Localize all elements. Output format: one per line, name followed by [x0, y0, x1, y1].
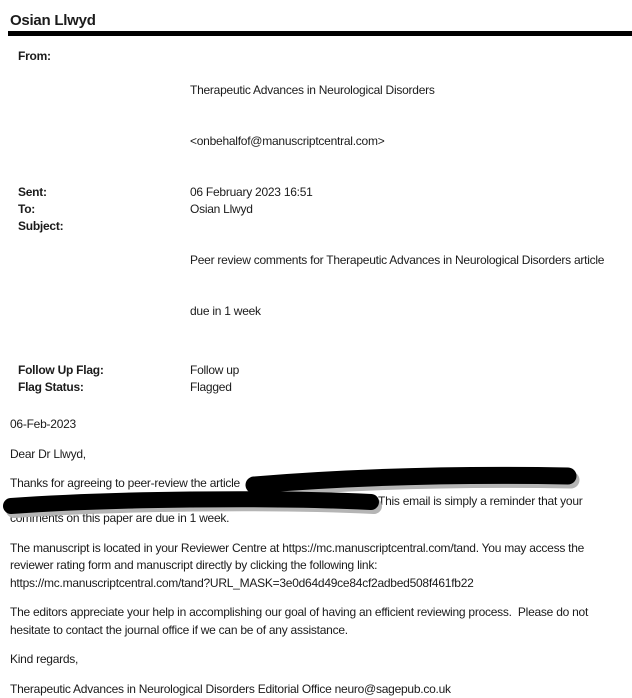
reminder-line2: This email is simply a reminder that your: [10, 493, 632, 511]
sent-value: 06 February 2023 16:51: [190, 184, 313, 201]
manuscript-paragraph: [10, 540, 632, 593]
field-row-flag-status: [0, 379, 632, 396]
followup-flag-value: Follow up: [190, 362, 239, 379]
field-row-followup-flag: [0, 362, 632, 379]
reminder-line1: Thanks for agreeing to peer-review the article: [10, 475, 632, 493]
subject-label: Subject:: [0, 218, 190, 354]
manuscript-link[interactable]: https://mc.manuscriptcentral.com/tand?URL_MASK=3e0d64d49ce84cf2adbed508f461fb22: [10, 575, 632, 593]
header-divider: [8, 31, 632, 36]
flag-fields: [0, 362, 632, 396]
reminder-line3: comments on this paper are due in 1 week.: [10, 510, 632, 528]
sent-label: Sent:: [0, 184, 190, 201]
manuscript-line2: reviewer rating form and manuscript directly by clicking the following link:: [10, 557, 632, 575]
field-row-from: [0, 48, 632, 184]
recipient-name-header: Osian Llwyd: [0, 0, 632, 29]
from-label: From:: [0, 48, 190, 184]
field-row-sent: [0, 184, 632, 201]
salutation-line: Dear Dr Llwyd,: [10, 446, 632, 464]
flag-status-value: Flagged: [190, 379, 232, 396]
reminder-paragraph: [10, 475, 632, 528]
message-body: [0, 416, 632, 698]
to-value: Osian Llwyd: [190, 201, 253, 218]
message-header-fields: [0, 48, 632, 396]
date-line: 06-Feb-2023: [10, 416, 632, 434]
field-row-subject: [0, 218, 632, 354]
manuscript-line1: The manuscript is located in your Reviewer Centre at https://mc.manuscriptcentral.com/tand. You may access the: [10, 540, 632, 558]
field-row-to: [0, 201, 632, 218]
closing-line: Kind regards,: [10, 651, 632, 669]
editors-line1: The editors appreciate your help in accomplishing our goal of having an efficient reviewing process. Please do not: [10, 604, 632, 622]
followup-flag-label: Follow Up Flag:: [0, 362, 190, 379]
subject-value-line2: due in 1 week: [190, 303, 604, 320]
flag-status-label: Flag Status:: [0, 379, 190, 396]
to-label: To:: [0, 201, 190, 218]
subject-value-line1: Peer review comments for Therapeutic Advances in Neurological Disorders article: [190, 252, 604, 269]
editors-paragraph: [10, 604, 632, 639]
from-value-address: <onbehalfof@manuscriptcentral.com>: [190, 133, 435, 150]
editors-line2: hesitate to contact the journal office if we can be of any assistance.: [10, 622, 632, 640]
from-value-name: Therapeutic Advances in Neurological Disorders: [190, 82, 435, 99]
signature-line: Therapeutic Advances in Neurological Disorders Editorial Office neuro@sagepub.co.uk: [10, 681, 632, 698]
